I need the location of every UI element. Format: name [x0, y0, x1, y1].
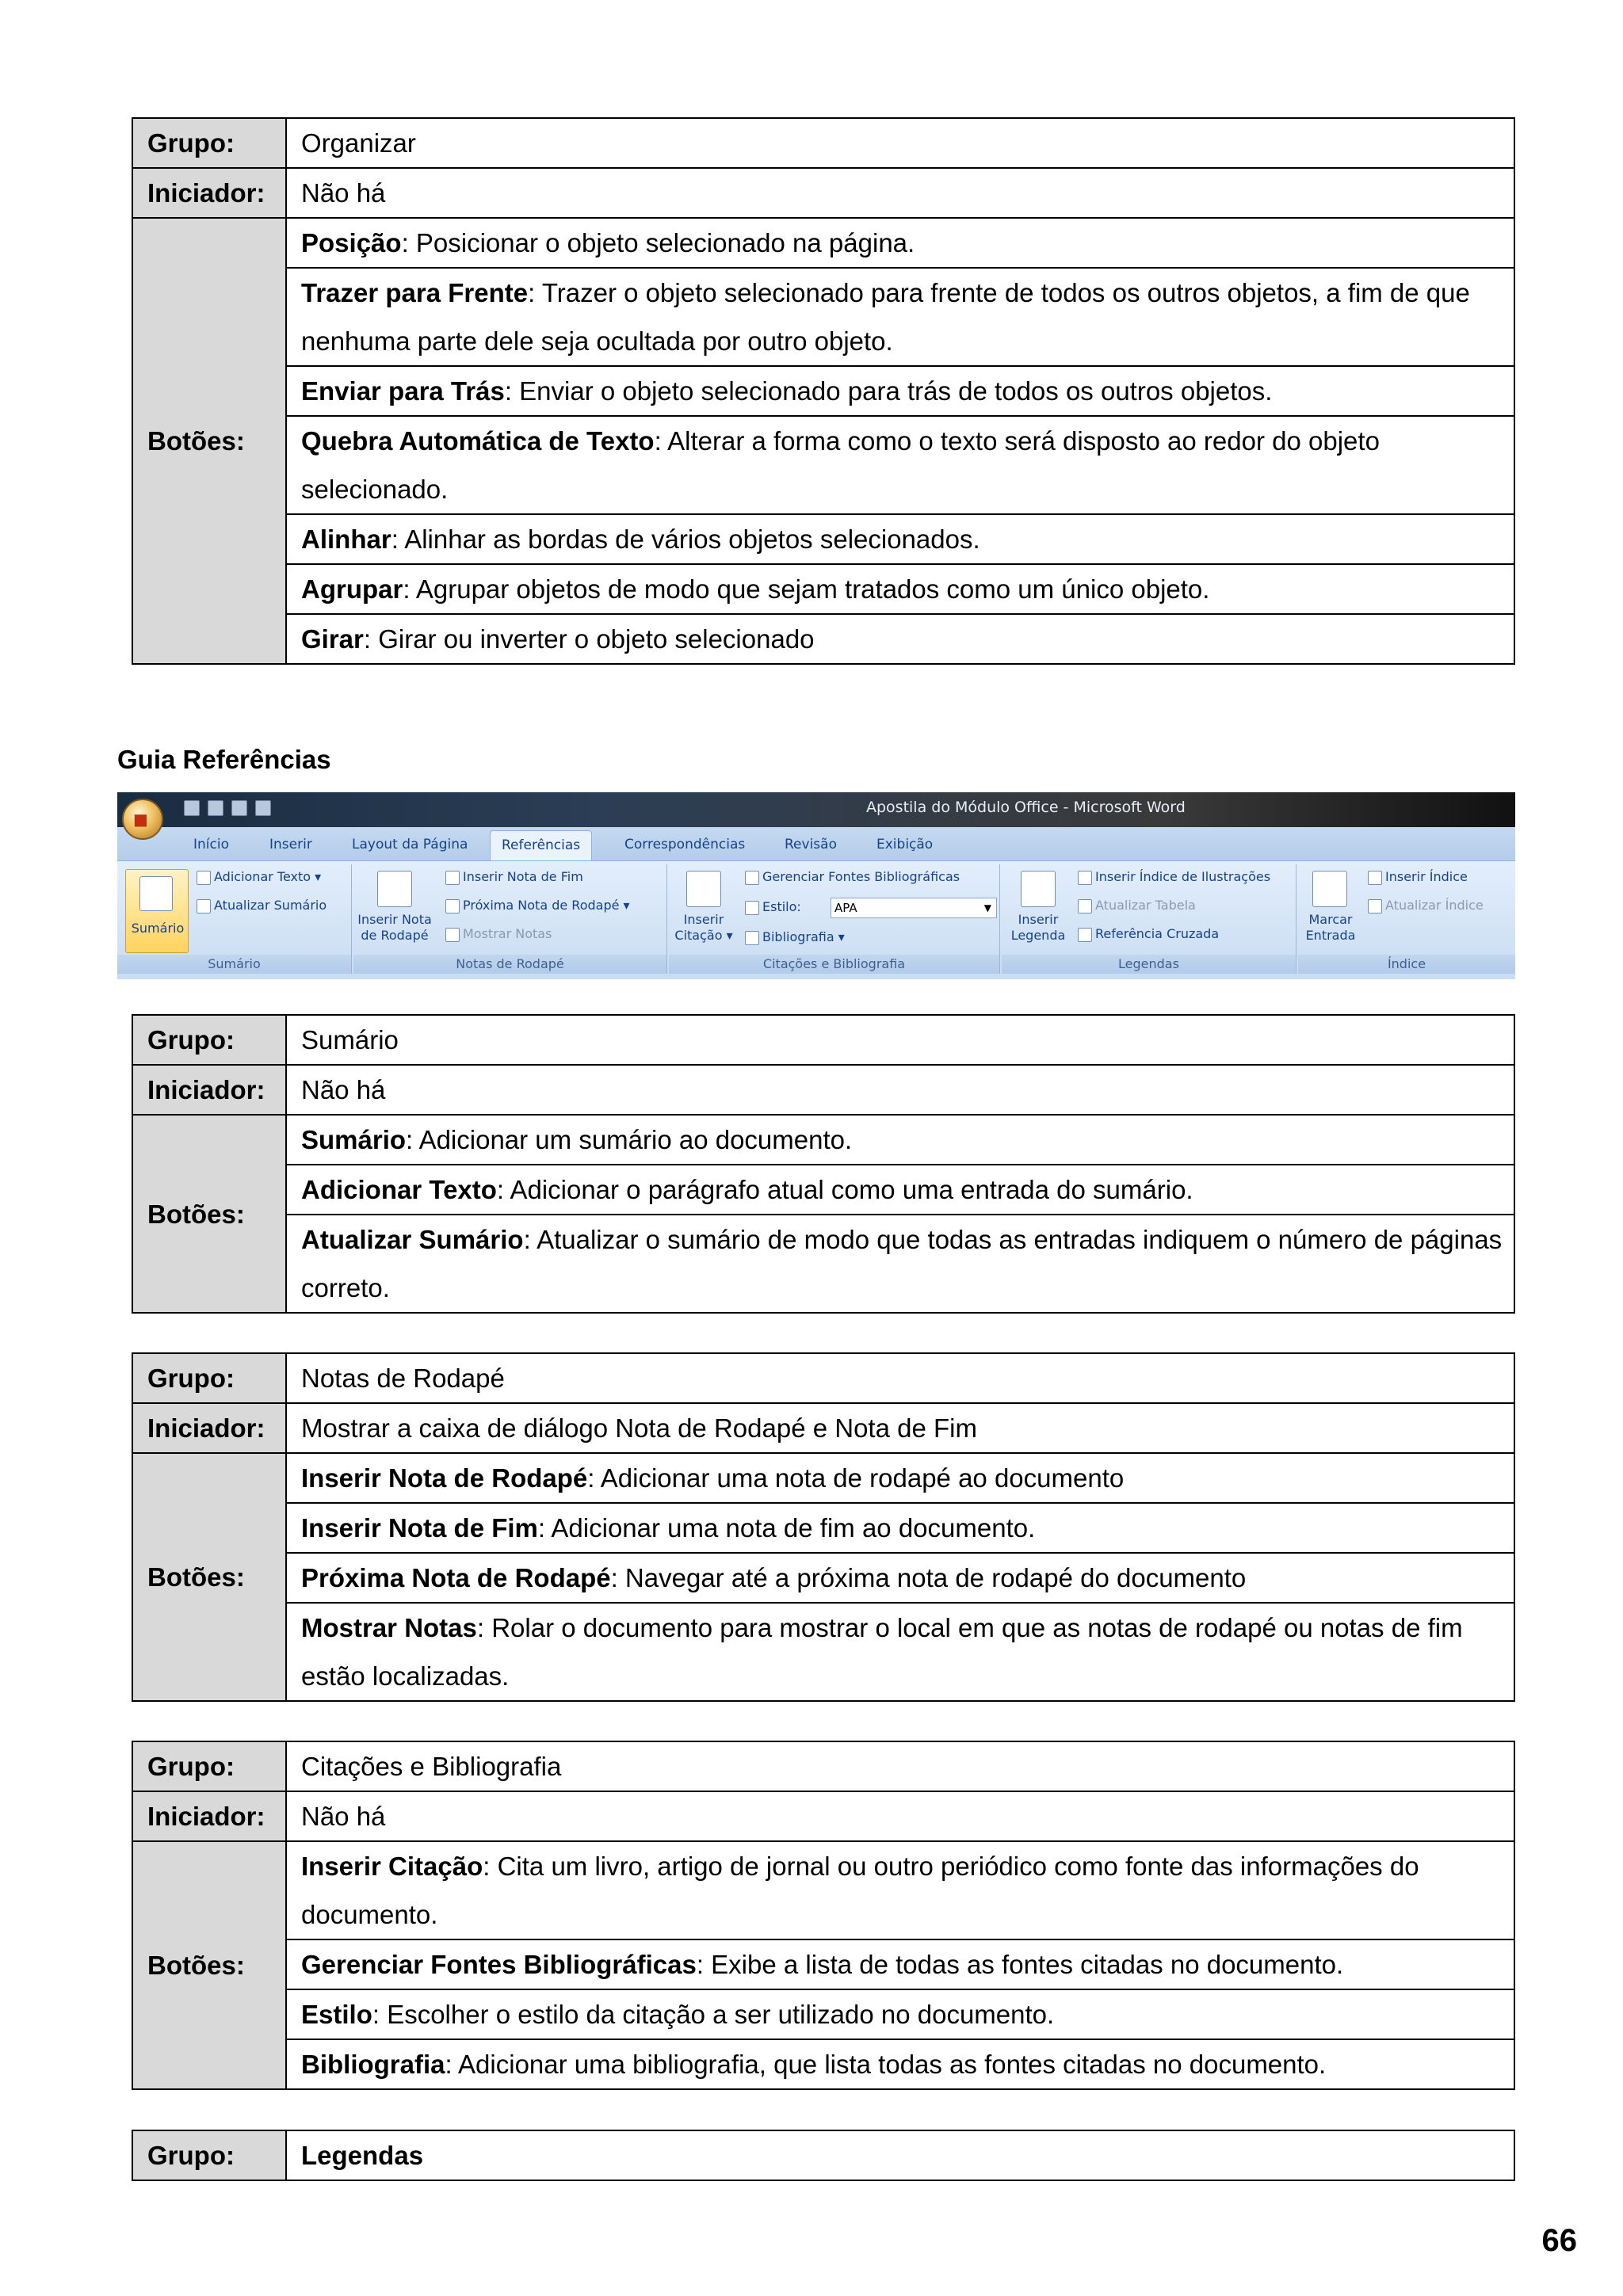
ribbon-body — [117, 860, 1515, 979]
button-entry — [286, 218, 1514, 268]
button-name: Inserir Nota de Fim — [301, 1513, 538, 1543]
proxima-nota-button[interactable]: Próxima Nota de Rodapé ▾ — [445, 898, 630, 913]
tab-correspondencias[interactable]: Correspondências — [624, 837, 746, 852]
button-desc: : Exibe a lista de todas as fontes citadas no documento. — [696, 1950, 1344, 1979]
iniciador-value: Não há — [286, 168, 1514, 218]
footnote-icon — [377, 871, 412, 907]
tab-inicio[interactable]: Início — [193, 837, 229, 852]
table-organizar — [132, 117, 1515, 665]
grupo-label: Grupo: — [132, 2130, 286, 2180]
button-name: Alinhar — [301, 524, 391, 554]
insert-caption-icon — [1021, 871, 1056, 907]
undo-icon[interactable] — [208, 800, 223, 816]
cross-reference-icon — [1078, 928, 1092, 942]
button-entry — [286, 366, 1514, 416]
button-desc: : Alinhar as bordas de vários objetos selecionados. — [391, 524, 980, 554]
botoes-label: Botões: — [132, 1115, 286, 1313]
sumario-button-label: Sumário — [131, 921, 185, 936]
button-name: Gerenciar Fontes Bibliográficas — [301, 1950, 697, 1979]
marcar-entrada-button[interactable]: Marcar Entrada — [1305, 912, 1356, 943]
group-label: Notas de Rodapé — [353, 955, 666, 974]
window-title: Apostila do Módulo Office - Microsoft Word — [866, 799, 1186, 816]
inserir-legenda-button[interactable]: Inserir Legenda — [1010, 912, 1066, 943]
button-name: Próxima Nota de Rodapé — [301, 1563, 611, 1592]
button-desc: : Agrupar objetos de modo que sejam tratados como um único objeto. — [403, 574, 1210, 604]
button-desc: : Escolher o estilo da citação a ser utilizado no documento. — [372, 2000, 1055, 2029]
iniciador-label: Iniciador: — [132, 1791, 286, 1841]
button-name: Inserir Nota de Rodapé — [301, 1463, 588, 1493]
botoes-label: Botões: — [132, 1841, 286, 2089]
table-of-contents-icon — [139, 876, 173, 911]
inserir-indice-ilustracoes-button[interactable]: Inserir Índice de Ilustrações — [1078, 869, 1270, 885]
estilo-select[interactable]: APA ▼ — [831, 898, 997, 918]
print-preview-icon[interactable] — [255, 800, 271, 816]
table-of-figures-icon — [1078, 871, 1092, 885]
insert-citation-icon — [686, 871, 721, 907]
button-desc: : Cita um livro, artigo de jornal ou outro periódico como fonte das informações do documento. — [301, 1852, 1419, 1929]
button-name: Trazer para Frente — [301, 278, 529, 307]
estilo-label: Estilo: — [745, 899, 801, 915]
button-desc: : Rolar o documento para mostrar o local em que as notas de rodapé ou notas de fim estão localizadas. — [301, 1613, 1463, 1691]
button-desc: : Enviar o objeto selecionado para trás de todos os outros objetos. — [504, 376, 1273, 406]
button-name: Mostrar Notas — [301, 1613, 477, 1642]
button-name: Posição — [301, 228, 402, 257]
style-icon — [745, 901, 759, 915]
tab-revisao[interactable]: Revisão — [785, 837, 837, 852]
group-sumario — [117, 864, 352, 974]
inserir-nota-rodape-button[interactable]: Inserir Nota de Rodapé — [357, 912, 432, 943]
button-entry — [286, 1503, 1514, 1553]
save-icon[interactable] — [184, 800, 200, 816]
button-entry — [286, 1989, 1514, 2039]
button-name: Bibliografia — [301, 2050, 445, 2079]
botoes-label: Botões: — [132, 218, 286, 664]
update-index-icon — [1368, 899, 1382, 913]
button-desc: : Adicionar uma bibliografia, que lista todas as fontes citadas no documento. — [445, 2050, 1327, 2079]
grupo-label: Grupo: — [132, 118, 286, 168]
tab-layout[interactable]: Layout da Página — [352, 837, 468, 852]
button-entry — [286, 1841, 1514, 1939]
button-entry — [286, 416, 1514, 514]
mostrar-notas-button[interactable]: Mostrar Notas — [445, 926, 552, 942]
button-desc: : Atualizar o sumário de modo que todas as entradas indiquem o número de páginas correto. — [301, 1225, 1503, 1302]
endnote-icon — [445, 871, 460, 885]
update-table-icon — [1078, 899, 1092, 913]
iniciador-value: Não há — [286, 1791, 1514, 1841]
inserir-nota-fim-button[interactable]: Inserir Nota de Fim — [445, 869, 583, 885]
add-text-icon — [197, 871, 211, 885]
button-desc: : Alterar a forma como o texto será disposto ao redor do objeto selecionado. — [301, 426, 1380, 504]
grupo-value: Citações e Bibliografia — [286, 1741, 1514, 1791]
section-heading: Guia Referências — [117, 745, 331, 774]
grupo-label: Grupo: — [132, 1353, 286, 1403]
button-entry — [286, 1939, 1514, 1989]
button-name: Quebra Automática de Texto — [301, 426, 655, 456]
button-entry — [286, 2039, 1514, 2089]
button-name: Adicionar Texto — [301, 1175, 497, 1204]
window-titlebar — [117, 792, 1515, 827]
button-entry — [286, 1603, 1514, 1701]
button-entry — [286, 614, 1514, 664]
button-name: Sumário — [301, 1125, 407, 1154]
group-legendas — [1002, 864, 1296, 974]
chevron-down-icon: ▼ — [983, 902, 991, 913]
grupo-value: Organizar — [286, 118, 1514, 168]
group-label: Citações e Bibliografia — [669, 955, 999, 974]
button-entry — [286, 1215, 1514, 1313]
bibliografia-button[interactable]: Bibliografia ▾ — [745, 929, 845, 945]
button-desc: : Trazer o objeto selecionado para frente de todos os outros objetos, a fim de que nenhuma parte dele seja ocultada por outro objeto. — [301, 278, 1470, 356]
button-entry — [286, 1165, 1514, 1215]
update-icon — [197, 899, 211, 913]
redo-icon[interactable] — [231, 800, 247, 816]
button-desc: : Posicionar o objeto selecionado na página. — [401, 228, 915, 257]
mark-entry-icon — [1312, 871, 1347, 907]
grupo-value: Legendas — [286, 2130, 1514, 2180]
iniciador-value: Não há — [286, 1065, 1514, 1115]
button-desc: : Navegar até a próxima nota de rodapé do documento — [610, 1563, 1247, 1592]
button-name: Enviar para Trás — [301, 376, 505, 406]
group-label: Sumário — [117, 955, 351, 974]
group-label: Índice — [1298, 955, 1515, 974]
referencia-cruzada-button[interactable]: Referência Cruzada — [1078, 926, 1219, 942]
button-desc: : Adicionar um sumário ao documento. — [406, 1125, 853, 1154]
ribbon-tabs — [117, 827, 1515, 860]
table-legendas — [132, 2130, 1515, 2181]
grupo-label: Grupo: — [132, 1015, 286, 1065]
button-desc: : Girar ou inverter o objeto selecionado — [363, 624, 815, 654]
table-citacoes — [132, 1741, 1515, 2090]
button-entry — [286, 1553, 1514, 1603]
manage-sources-icon — [745, 871, 759, 885]
atualizar-tabela-button[interactable]: Atualizar Tabela — [1078, 898, 1196, 913]
botoes-label: Botões: — [132, 1453, 286, 1701]
button-entry — [286, 514, 1514, 564]
button-name: Atualizar Sumário — [301, 1225, 524, 1254]
atualizar-sumario-button[interactable]: Atualizar Sumário — [197, 898, 327, 913]
button-entry — [286, 1115, 1514, 1165]
button-entry — [286, 1453, 1514, 1503]
word-ribbon-screenshot — [117, 792, 1515, 979]
adicionar-texto-button[interactable]: Adicionar Texto ▾ — [197, 869, 321, 885]
grupo-value: Notas de Rodapé — [286, 1353, 1514, 1403]
gerenciar-fontes-button[interactable]: Gerenciar Fontes Bibliográficas — [745, 869, 960, 885]
button-name: Agrupar — [301, 574, 403, 604]
table-sumario — [132, 1014, 1515, 1314]
group-notas-rodape — [353, 864, 667, 974]
atualizar-indice-button[interactable]: Atualizar Índice — [1368, 898, 1484, 913]
page-number: 66 — [1541, 2223, 1577, 2258]
button-name: Girar — [301, 624, 364, 654]
button-entry — [286, 268, 1514, 366]
tab-referencias[interactable]: Referências — [490, 830, 592, 862]
button-desc: : Adicionar o parágrafo atual como uma entrada do sumário. — [496, 1175, 1193, 1204]
group-indice — [1298, 864, 1515, 974]
table-notas-rodape — [132, 1352, 1515, 1702]
iniciador-label: Iniciador: — [132, 1065, 286, 1115]
insert-index-icon — [1368, 871, 1382, 885]
show-notes-icon — [445, 928, 460, 942]
group-label: Legendas — [1002, 955, 1296, 974]
button-name: Estilo — [301, 2000, 372, 2029]
tab-inserir[interactable]: Inserir — [269, 837, 312, 852]
tab-exibicao[interactable]: Exibição — [876, 837, 934, 852]
iniciador-value: Mostrar a caixa de diálogo Nota de Rodapé e Nota de Fim — [286, 1403, 1514, 1453]
grupo-value: Sumário — [286, 1015, 1514, 1065]
office-button[interactable] — [122, 799, 163, 840]
iniciador-label: Iniciador: — [132, 168, 286, 218]
button-desc: : Adicionar uma nota de rodapé ao documento — [587, 1463, 1125, 1493]
next-footnote-icon — [445, 899, 460, 913]
group-citacoes — [669, 864, 1000, 974]
grupo-label: Grupo: — [132, 1741, 286, 1791]
button-entry — [286, 564, 1514, 614]
iniciador-label: Iniciador: — [132, 1403, 286, 1453]
inserir-indice-button[interactable]: Inserir Índice — [1368, 869, 1468, 885]
button-name: Inserir Citação — [301, 1852, 483, 1881]
sumario-big-button[interactable] — [125, 869, 189, 953]
inserir-citacao-button[interactable]: Inserir Citação ▾ — [674, 912, 733, 943]
quick-access-toolbar — [184, 800, 271, 819]
button-desc: : Adicionar uma nota de fim ao documento. — [537, 1513, 1036, 1543]
bibliography-icon — [745, 931, 759, 945]
office-logo-icon: ■ — [133, 810, 148, 829]
